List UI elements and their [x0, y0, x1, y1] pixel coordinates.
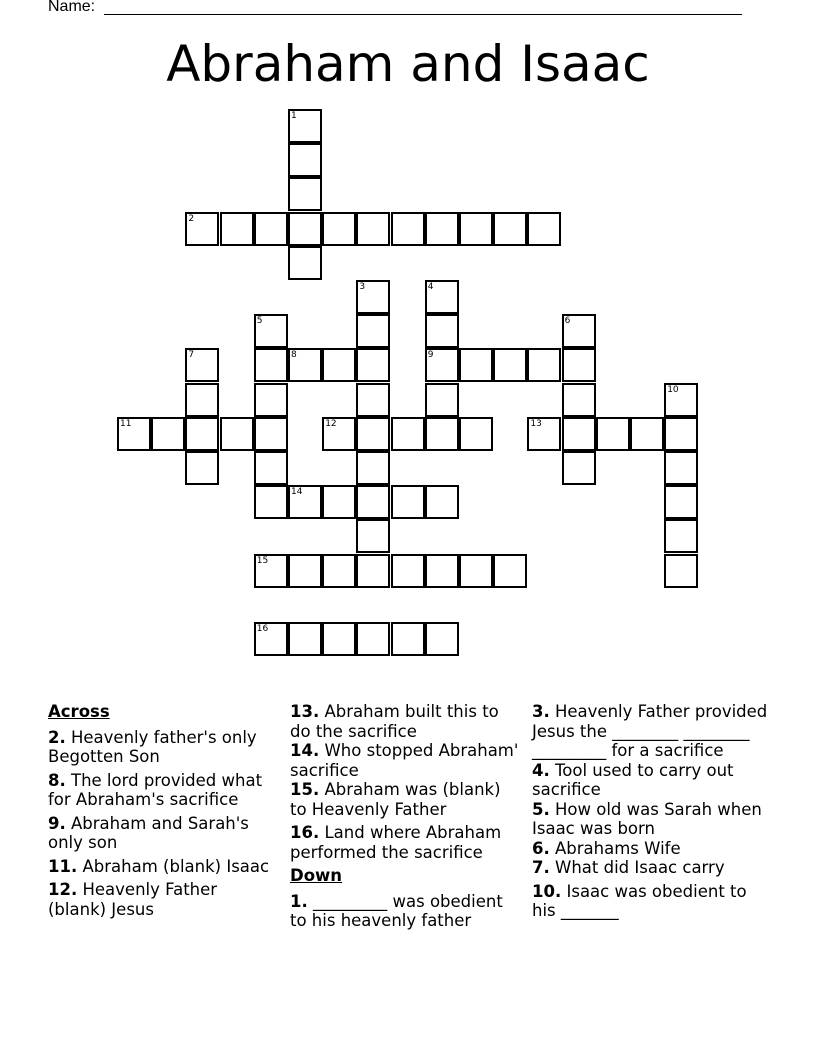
across-clue-12: 12. Heavenly Father (blank) Jesus: [48, 880, 218, 919]
grid-cell[interactable]: [254, 451, 288, 485]
grid-cell[interactable]: [356, 554, 390, 588]
across-clue-8: 8. The lord provided what for Abraham's sacrifice: [48, 770, 263, 809]
grid-cell[interactable]: [288, 348, 322, 382]
grid-cell[interactable]: [220, 417, 254, 451]
grid-cell[interactable]: [664, 451, 698, 485]
grid-cell[interactable]: [664, 485, 698, 519]
across-clue-14: 14. Who stopped Abraham' sacrifice: [290, 741, 519, 780]
grid-cell[interactable]: [322, 417, 356, 451]
grid-cell[interactable]: [391, 622, 425, 656]
cell-number: 16: [256, 624, 269, 634]
grid-cell[interactable]: [664, 383, 698, 417]
grid-cell[interactable]: [185, 451, 219, 485]
grid-cell[interactable]: [459, 417, 493, 451]
grid-cell[interactable]: [562, 348, 596, 382]
grid-cell[interactable]: [288, 554, 322, 588]
across-heading: Across: [48, 702, 110, 721]
grid-cell[interactable]: [185, 383, 219, 417]
grid-cell[interactable]: [493, 554, 527, 588]
grid-cell[interactable]: [527, 348, 561, 382]
grid-cell[interactable]: [356, 417, 390, 451]
grid-cell[interactable]: [493, 212, 527, 246]
grid-cell[interactable]: [664, 554, 698, 588]
grid-cell[interactable]: [288, 143, 322, 177]
grid-cell[interactable]: [391, 485, 425, 519]
down-clue-4: 4. Tool used to carry out sacrifice: [532, 760, 734, 799]
down-clue-10: 10. Isaac was obedient to his _______: [532, 881, 747, 920]
grid-cell[interactable]: [391, 212, 425, 246]
grid-cell[interactable]: [425, 280, 459, 314]
grid-cell[interactable]: [288, 212, 322, 246]
grid-cell[interactable]: [356, 451, 390, 485]
across-clue-13: 13. Abraham built this to do the sacrifice: [290, 702, 499, 741]
grid-cell[interactable]: [562, 417, 596, 451]
grid-cell[interactable]: [425, 417, 459, 451]
grid-cell[interactable]: [220, 212, 254, 246]
grid-cell[interactable]: [356, 280, 390, 314]
cell-number: 1: [291, 111, 297, 121]
grid-cell[interactable]: [425, 314, 459, 348]
grid-cell[interactable]: [425, 622, 459, 656]
grid-cell[interactable]: [288, 622, 322, 656]
grid-cell[interactable]: [254, 622, 288, 656]
grid-cell[interactable]: [459, 212, 493, 246]
grid-cell[interactable]: [322, 348, 356, 382]
cell-number: 14: [291, 487, 303, 498]
grid-cell[interactable]: [562, 383, 596, 417]
grid-cell[interactable]: [596, 417, 630, 451]
grid-cell[interactable]: [254, 212, 288, 246]
grid-cell[interactable]: [288, 485, 322, 519]
down-clue-3: 3. Heavenly Father provided Jesus the ________ ________ _________ for a sacrifice: [532, 702, 768, 760]
cell-number: 3: [359, 282, 366, 292]
clue-column-2: [290, 702, 522, 935]
grid-cell[interactable]: [527, 212, 561, 246]
cell-number: 2: [188, 213, 195, 224]
grid-cell[interactable]: [527, 417, 561, 451]
grid-cell[interactable]: [288, 246, 322, 280]
grid-cell[interactable]: [630, 417, 664, 451]
across-clue-2: 2. Heavenly father's only Begotten Son: [48, 727, 257, 766]
grid-cell[interactable]: [117, 417, 151, 451]
across-clue-16: 16. Land where Abraham performed the sacrifice: [290, 823, 502, 862]
grid-cell[interactable]: [562, 451, 596, 485]
cell-number: 6: [564, 316, 571, 327]
down-clue-7: 7. What did Isaac carry: [532, 858, 725, 877]
down-clue-5: 5. How old was Sarah when Isaac was born: [532, 799, 762, 838]
grid-cell[interactable]: [185, 417, 219, 451]
name-label: Name:: [48, 0, 96, 15]
cell-number: 4: [427, 282, 434, 292]
grid-cell[interactable]: [322, 622, 356, 656]
grid-cell[interactable]: [322, 485, 356, 519]
grid-cell[interactable]: [425, 485, 459, 519]
clue-column-3: [532, 702, 772, 925]
grid-cell[interactable]: [254, 554, 288, 588]
across-clue-11: 11. Abraham (blank) Isaac: [48, 856, 270, 876]
grid-cell[interactable]: [664, 417, 698, 451]
grid-cell[interactable]: [459, 348, 493, 382]
cell-number: 9: [427, 350, 434, 361]
grid-cell[interactable]: [356, 485, 390, 519]
clue-column-1: [48, 702, 280, 923]
grid-cell[interactable]: [562, 314, 596, 348]
grid-cell[interactable]: [356, 314, 390, 348]
grid-cell[interactable]: [356, 212, 390, 246]
grid-cell[interactable]: [254, 485, 288, 519]
cell-number: 13: [530, 418, 542, 429]
grid-cell[interactable]: [356, 622, 390, 656]
grid-cell[interactable]: [425, 383, 459, 417]
grid-cell[interactable]: [664, 519, 698, 553]
grid-cell[interactable]: [391, 554, 425, 588]
grid-cell[interactable]: [254, 417, 288, 451]
down-heading: Down: [290, 866, 343, 885]
down-clue-6: 6. Abrahams Wife: [532, 838, 681, 858]
across-clue-15: 15. Abraham was (blank) to Heavenly Father: [290, 780, 501, 819]
grid-cell[interactable]: [151, 417, 185, 451]
cell-number: 11: [120, 418, 132, 429]
down-clue-1: 1. _________ was obedient to his heavenly father: [290, 891, 503, 930]
grid-cell[interactable]: [288, 177, 322, 211]
grid-cell[interactable]: [391, 417, 425, 451]
grid-cell[interactable]: [459, 554, 493, 588]
grid-cell[interactable]: [356, 348, 390, 382]
cell-number: 5: [256, 316, 263, 327]
grid-cell[interactable]: [356, 519, 390, 553]
cell-number: 10: [667, 384, 679, 395]
grid-cell[interactable]: [425, 212, 459, 246]
grid-cell[interactable]: [322, 554, 356, 588]
grid-cell[interactable]: [425, 554, 459, 588]
across-clue-9: 9. Abraham and Sarah's only son: [48, 813, 249, 852]
grid-cell[interactable]: [425, 348, 459, 382]
cell-number: 7: [188, 350, 195, 361]
cell-number: 8: [291, 350, 297, 361]
grid-cell[interactable]: [185, 212, 219, 246]
grid-cell[interactable]: [356, 383, 390, 417]
grid-cell[interactable]: [322, 212, 356, 246]
grid-cell[interactable]: [185, 348, 219, 382]
grid-cell[interactable]: [493, 348, 527, 382]
page-title: Abraham and Isaac: [166, 35, 650, 93]
grid-cell[interactable]: [254, 383, 288, 417]
grid-cell[interactable]: [288, 109, 322, 143]
grid-cell[interactable]: [254, 314, 288, 348]
grid-cell[interactable]: [254, 348, 288, 382]
cell-number: 15: [256, 555, 269, 566]
cell-number: 12: [325, 418, 337, 429]
